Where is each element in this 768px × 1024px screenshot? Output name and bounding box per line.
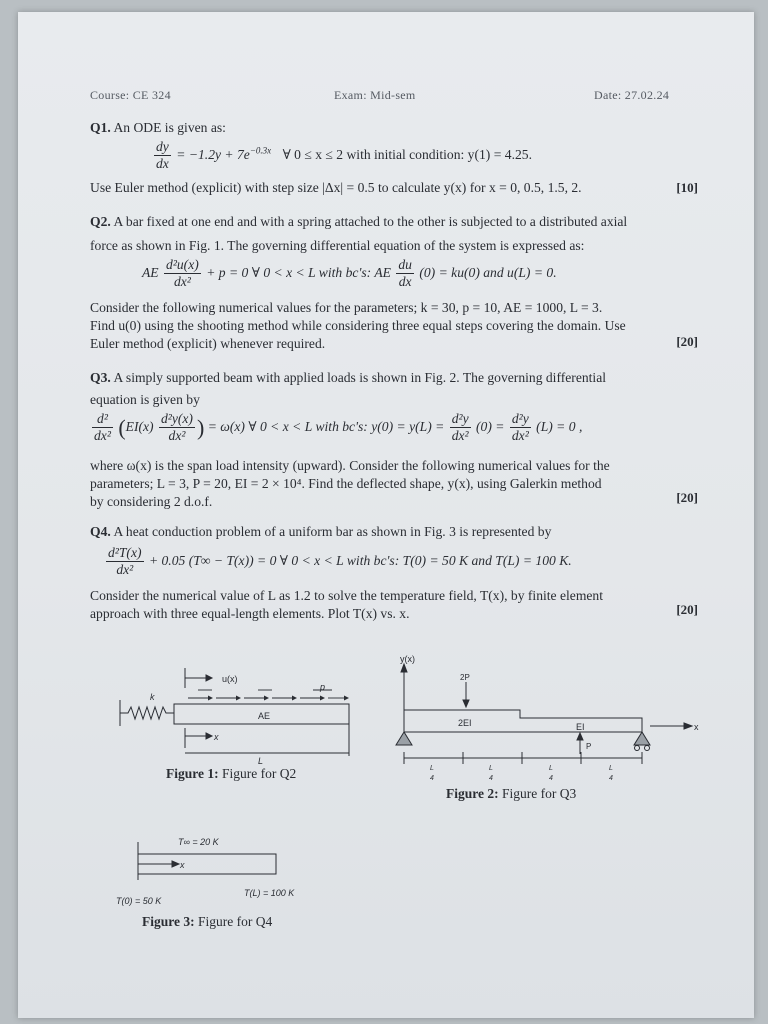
q2-intro-line2: force as shown in Fig. 1. The governing differential equation of the system is expressed as: bbox=[90, 238, 585, 253]
q4-task-line2: approach with three equal-length elements. Plot T(x) vs. x. bbox=[90, 606, 410, 621]
p-label: P bbox=[586, 742, 592, 751]
q2-task-line1: Consider the following numerical values for the parameters; k = 30, p = 10, AE = 1000, L = 3. bbox=[90, 300, 603, 315]
svg-text:4: 4 bbox=[549, 775, 553, 782]
svg-text:L: L bbox=[489, 765, 493, 772]
exam-label: Exam: Mid-sem bbox=[334, 88, 416, 102]
svg-text:4: 4 bbox=[609, 775, 613, 782]
q4-task-line1: Consider the numerical value of L as 1.2 to solve the temperature field, T(x), by finite element bbox=[90, 588, 603, 603]
q4-intro: Q4. A heat conduction problem of a uniform bar as shown in Fig. 3 is represented by bbox=[90, 524, 552, 539]
figure-3-caption: Figure 3: Figure for Q4 bbox=[142, 914, 273, 929]
q2-task-line3: Euler method (explicit) whenever required. bbox=[90, 336, 326, 351]
q1-equation: $\frac{dy}{dx}$ = $-1.2y + 7e^{-0.3x}$ ∀ 0 ≤ x ≤ 2 with initial condition: y(1) = 4.25. bbox=[156, 139, 532, 171]
k-label: k bbox=[150, 692, 155, 702]
beam-outline bbox=[404, 710, 642, 732]
svg-text:4: 4 bbox=[430, 775, 434, 782]
y-label: y(x) bbox=[400, 654, 415, 664]
x-label: x bbox=[214, 732, 219, 742]
q3-equation: $\frac{\text{d²}}{\text{dx²}}$ (EI(x) $\frac{\text{d²y(x)}}{\text{dx²}}$ ) = ω(x) ∀ 0 < x < L with bc's: y(0) = y(L) = $\frac{\text{d²y}}{\text{dx²}}$ (0) = $\frac{\text{d²y}}{\text{dx²}}$ (L) = 0 , bbox=[94, 411, 583, 443]
figure-2-beam bbox=[386, 652, 716, 792]
date-label: Date: 27.02.24 bbox=[594, 88, 670, 102]
u-label: u(x) bbox=[222, 674, 238, 684]
figure-3-heat-bar bbox=[110, 830, 340, 915]
q1-intro: Q1. An ODE is given as: bbox=[90, 120, 226, 135]
q2-marks: [20] bbox=[676, 334, 698, 349]
q2-intro-line1: Q2. A bar fixed at one end and with a spring attached to the other is subjected to a distributed axial bbox=[90, 214, 628, 229]
ei-label: EI bbox=[576, 722, 585, 732]
q4-marks: [20] bbox=[676, 602, 698, 617]
figure-1-caption: Figure 1: Figure for Q2 bbox=[166, 766, 297, 781]
q2-task-line2: Find u(0) using the shooting method while considering three equal steps covering the domain. Use bbox=[90, 318, 626, 333]
l-label: L bbox=[258, 756, 264, 766]
x-label: x bbox=[694, 722, 699, 732]
ae-label: AE bbox=[258, 711, 271, 721]
q3-task-line3: by considering 2 d.o.f. bbox=[90, 494, 213, 509]
q3-intro-line2: equation is given by bbox=[90, 392, 200, 407]
segment-labels bbox=[430, 765, 613, 782]
p-label: p bbox=[320, 682, 326, 692]
t0-label: T(0) = 50 K bbox=[116, 896, 162, 906]
course-label: Course: CE 324 bbox=[90, 88, 171, 102]
q1-task: Use Euler method (explicit) with step size |Δx| = 0.5 to calculate y(x) for x = 0, 0.5, 1.5, 2. bbox=[90, 180, 582, 195]
right-support-icon bbox=[634, 732, 650, 745]
q4-equation: $\frac{\text{d²T(x)}}{\text{dx²}}$ + 0.05 (T∞ − T(x)) = 0 ∀ 0 < x < L with bc's: T(0) = 50 K and T(L) = 100 K. bbox=[108, 545, 572, 577]
q3-task-line1: where ω(x) is the span load intensity (upward). Consider the following numerical values for the bbox=[90, 458, 610, 473]
svg-text:4: 4 bbox=[489, 775, 493, 782]
q3-intro-line1: Q3. A simply supported beam with applied loads is shown in Fig. 2. The governing differential bbox=[90, 370, 607, 385]
x-label: x bbox=[180, 860, 185, 870]
q3-task-line2: parameters; L = 3, P = 20, EI = 2 × 10⁴. Find the deflected shape, y(x), using Galerkin method bbox=[90, 476, 602, 491]
figure-1-bar-spring bbox=[108, 660, 368, 770]
tinf-label: T∞ = 20 K bbox=[178, 837, 219, 847]
q3-marks: [20] bbox=[676, 490, 698, 505]
svg-text:L: L bbox=[609, 765, 613, 772]
q1-marks: [10] bbox=[676, 180, 698, 195]
svg-text:L: L bbox=[430, 765, 434, 772]
figure-2-caption: Figure 2: Figure for Q3 bbox=[446, 786, 577, 801]
svg-text:L: L bbox=[549, 765, 553, 772]
tl-label: T(L) = 100 K bbox=[244, 888, 295, 898]
2ei-label: 2EI bbox=[458, 718, 472, 728]
q2-equation: AE $\frac{\text{d²u(x)}}{\text{dx²}}$ + p = 0 ∀ 0 < x < L with bc's: AE $\frac{du}{dx}$ (0) = ku(0) and u(L) = 0. bbox=[142, 257, 557, 289]
spring-icon bbox=[120, 707, 174, 719]
left-support-icon bbox=[396, 732, 412, 745]
2p-label: 2P bbox=[460, 673, 470, 682]
